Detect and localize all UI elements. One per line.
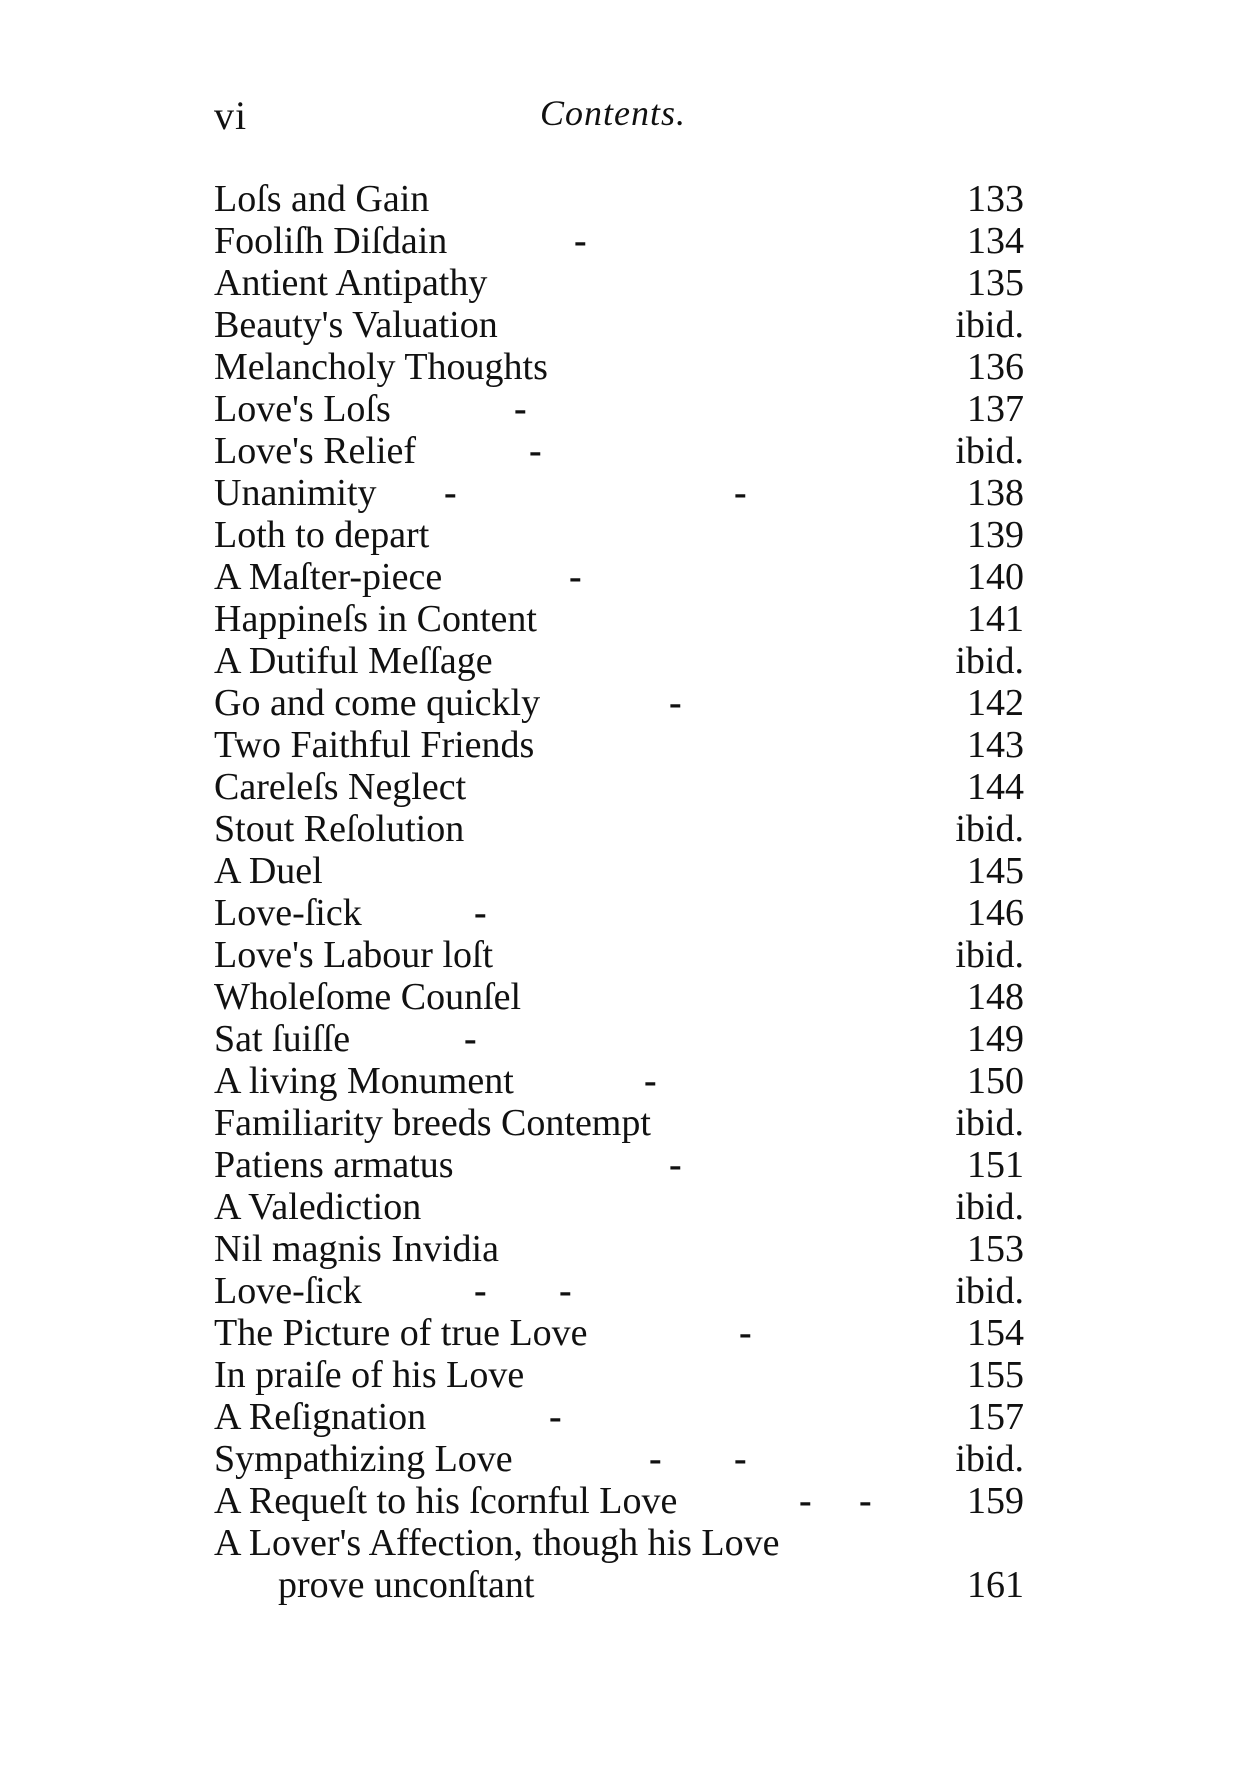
toc-entry-title [214,430,416,472]
toc-entry-title-text: Familiarity breeds Contempt [214,1102,651,1144]
toc-entry-title [214,178,429,220]
toc-entry-title [214,850,323,892]
toc-entry [214,1438,1024,1480]
toc-entry-title-text: In praiſe of his Love [214,1354,525,1396]
toc-entry-title-text: Loth to depart [214,514,430,556]
toc-entry [214,682,1024,724]
toc-entry-title [214,1354,524,1396]
toc-entry-title [214,514,429,556]
toc-entry [214,766,1024,808]
toc-entry-title-text: A Maſter-piece [214,556,443,598]
toc-entry-title [214,262,487,304]
toc-entry-page: 137 [967,388,1024,430]
toc-entry-title-text: Happineſs in Content [214,598,537,640]
toc-entry-title [214,1522,934,1606]
toc-entry [214,1522,1024,1606]
toc-entry-title-text: Fooliſh Diſdain [214,220,448,262]
toc-entry-title-text: Antient Antipathy [214,262,488,304]
leader-dash: - [734,1438,747,1480]
toc-entry-title-text: Stout Reſolution [214,808,465,850]
toc-entry-page: 136 [967,346,1024,388]
toc-entry [214,1144,1024,1186]
toc-entry-title [214,1018,350,1060]
toc-entry [214,220,1024,262]
toc-entry [214,514,1024,556]
leader-dash: - [649,1438,662,1480]
toc-entry-page: 161 [967,1564,1024,1606]
toc-entry-page: ibid. [955,808,1024,850]
toc-entry-page: 135 [967,262,1024,304]
leader-dash: - [669,1144,682,1186]
toc-entry-title [214,808,464,850]
toc-entry-page: 151 [967,1144,1024,1186]
toc-entry-page: 150 [967,1060,1024,1102]
toc-entry-title [214,1396,426,1438]
toc-entry-title [214,892,362,934]
toc-entry-title-text: A Lover's Affection, though his Love [214,1522,780,1564]
leader-dash: - [569,556,582,598]
toc-entry-title-text: A Requeſt to his ſcornful Love [214,1480,678,1522]
toc-entry [214,598,1024,640]
toc-entry-title [214,1228,499,1270]
toc-entry [214,1312,1024,1354]
toc-entry-page: ibid. [955,934,1024,976]
toc-entry-page: ibid. [955,1270,1024,1312]
toc-entry-title [214,934,493,976]
toc-entry-title-text: Melancholy Thoughts [214,346,548,388]
leader-dash: - [734,472,747,514]
toc-entry-title [214,766,466,808]
toc-entry [214,640,1024,682]
leader-dash: - [474,892,487,934]
toc-entry-title [214,1270,362,1312]
toc-entry [214,304,1024,346]
toc-entry-page: 153 [967,1228,1024,1270]
leader-dash: - [529,430,542,472]
page-number: vi [214,93,248,138]
toc-entry [214,262,1024,304]
toc-entry-title-text: Love-ſick [214,892,362,934]
toc-entry-title [214,1186,421,1228]
toc-entry [214,976,1024,1018]
toc-entry-title-text: Love's Labour loſt [214,934,494,976]
leader-dash: - [444,472,457,514]
running-head: Contents. [540,93,687,133]
toc-entry-title [214,1144,454,1186]
leader-dash: - [464,1018,477,1060]
toc-entry-title [214,1438,513,1480]
toc-entry [214,724,1024,766]
toc-entry-title-text: Nil magnis Invidia [214,1228,499,1270]
toc-entry [214,346,1024,388]
toc-entry [214,472,1024,514]
toc-entry-title [214,640,493,682]
toc-entry-title-text: A Duel [214,850,323,892]
toc-entry-title [214,220,447,262]
toc-entry-page: 143 [967,724,1024,766]
toc-entry-title-text: Sat ſuiſſe [214,1018,351,1060]
toc-entry [214,1060,1024,1102]
toc-entry [214,1270,1024,1312]
toc-entry [214,934,1024,976]
toc-entry [214,430,1024,472]
toc-entry-page: ibid. [955,1438,1024,1480]
toc-entry-title-text: The Picture of true Love [214,1312,588,1354]
toc-entry-title [214,556,442,598]
toc-entry-page: 155 [967,1354,1024,1396]
toc-entry-title-text: Sympathizing Love [214,1438,513,1480]
toc-entry-title-text: Unanimity [214,472,377,514]
toc-entry-title-text: A Valediction [214,1186,422,1228]
leader-dash: - [574,220,587,262]
toc-entry [214,1354,1024,1396]
toc-entry [214,808,1024,850]
toc-entry-page: 154 [967,1312,1024,1354]
toc-entry-title-continuation: prove unconſtant [278,1564,535,1606]
toc-entry-page: 144 [967,766,1024,808]
toc-entry [214,1186,1024,1228]
leader-dash: - [799,1480,812,1522]
toc-entry-title [214,976,521,1018]
toc-entry-page: ibid. [955,304,1024,346]
toc-entry-title-text: Loſs and Gain [214,178,430,220]
toc-entry-title [214,724,534,766]
toc-entry-page: 142 [967,682,1024,724]
toc-entry [214,892,1024,934]
toc-entry [214,388,1024,430]
toc-entry-page: 138 [967,472,1024,514]
table-of-contents [214,178,1024,1606]
toc-entry-page: ibid. [955,1102,1024,1144]
toc-entry-page: 159 [967,1480,1024,1522]
toc-entry-page: 148 [967,976,1024,1018]
toc-entry-title [214,304,498,346]
leader-dash: - [859,1480,872,1522]
leader-dash: - [559,1270,572,1312]
toc-entry-title [214,1312,588,1354]
toc-entry-title-text: Love's Relief [214,430,417,472]
toc-entry-title-text: A Reſignation [214,1396,427,1438]
toc-entry [214,1396,1024,1438]
toc-entry-title-text: Beauty's Valuation [214,304,498,346]
toc-entry-title [214,682,540,724]
toc-entry-page: 149 [967,1018,1024,1060]
toc-entry-title-text: Love-ſick [214,1270,362,1312]
toc-entry [214,1018,1024,1060]
toc-entry [214,178,1024,220]
toc-entry-title-text: Patiens armatus [214,1144,454,1186]
toc-entry-title [214,1480,677,1522]
toc-entry-page: ibid. [955,1186,1024,1228]
toc-entry-title [214,1060,514,1102]
toc-entry-title [214,1102,651,1144]
toc-entry-title-text: Two Faithful Friends [214,724,535,766]
leader-dash: - [474,1270,487,1312]
toc-entry-title-text: Wholeſome Counſel [214,976,522,1018]
leader-dash: - [739,1312,752,1354]
toc-entry-title-text: Careleſs Neglect [214,766,467,808]
toc-entry [214,1102,1024,1144]
toc-entry-title-text: A living Monument [214,1060,514,1102]
toc-entry-title-text: Go and come quickly [214,682,541,724]
leader-dash: - [549,1396,562,1438]
leader-dash: - [514,388,527,430]
toc-entry [214,1228,1024,1270]
toc-entry [214,850,1024,892]
toc-entry-page: 141 [967,598,1024,640]
toc-entry-page: 139 [967,514,1024,556]
toc-entry-page: ibid. [955,640,1024,682]
toc-entry-title-text: Love's Loſs [214,388,391,430]
toc-entry-page: 146 [967,892,1024,934]
toc-entry-title [214,388,391,430]
toc-entry-title [214,472,377,514]
toc-entry-title-text: A Dutiful Meſſage [214,640,493,682]
toc-entry-page: ibid. [955,430,1024,472]
toc-entry-page: 140 [967,556,1024,598]
toc-entry [214,556,1024,598]
toc-entry-page: 145 [967,850,1024,892]
leader-dash: - [669,682,682,724]
toc-entry-page: 133 [967,178,1024,220]
toc-entry-page: 134 [967,220,1024,262]
toc-entry-title [214,346,548,388]
toc-entry-title [214,598,537,640]
leader-dash: - [644,1060,657,1102]
toc-entry [214,1480,1024,1522]
toc-entry-page: 157 [967,1396,1024,1438]
